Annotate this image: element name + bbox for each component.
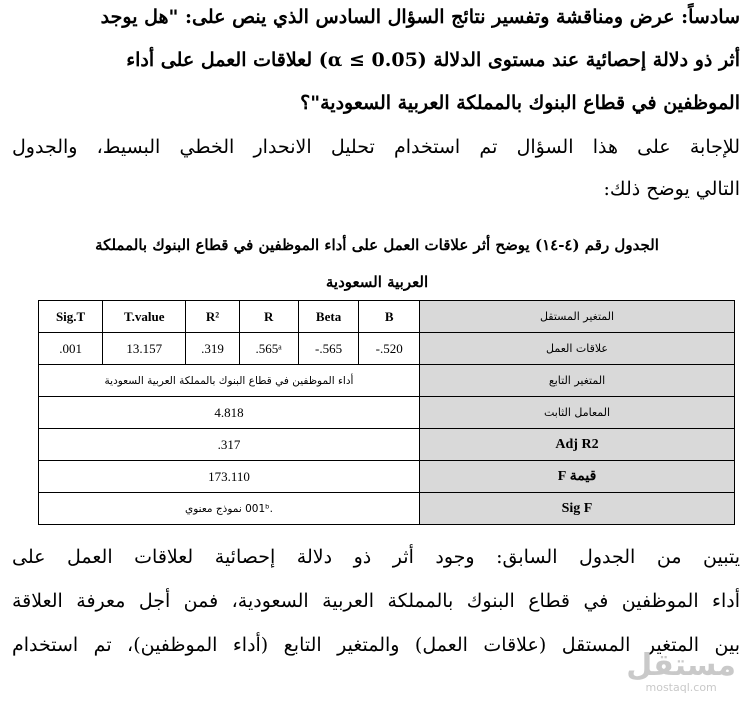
table-caption-line-1: الجدول رقم (٤-١٤) يوضح أثر علاقات العمل على أداء الموظفين في قطاع البنوك بالمملكة <box>95 236 659 254</box>
row-label-work-relations: علاقات العمل <box>420 333 735 365</box>
value-r-squared: .319 <box>186 333 239 365</box>
constant-value: 4.818 <box>39 397 420 429</box>
question-line-3: الموظفين في قطاع البنوك بالمملكة العربية السعودية"؟ <box>300 92 740 114</box>
table-row <box>39 397 735 429</box>
header-r-squared: R² <box>186 301 239 333</box>
value-beta: -.565 <box>298 333 359 365</box>
table-row <box>39 493 735 525</box>
intro-line-2: التالي يوضح ذلك: <box>603 178 740 200</box>
dependent-variable-value: أداء الموظفين في قطاع البنوك بالمملكة العربية السعودية <box>39 365 420 397</box>
question-line-1: سادساً: عرض ومناقشة وتفسير نتائج السؤال السادس الذي ينص على: "هل يوجد <box>100 6 740 28</box>
value-sig-t: .001 <box>39 333 103 365</box>
table-row <box>39 365 735 397</box>
table-row <box>39 461 735 493</box>
table-row <box>39 333 735 365</box>
conclusion-line-3: بين المتغير المستقل (علاقات العمل) والمتغير التابع (أداء الموظفين)، تم استخدام <box>12 634 740 656</box>
constant-label: المعامل الثابت <box>420 397 735 429</box>
conclusion-line-2: أداء الموظفين في قطاع البنوك بالمملكة العربية السعودية، فمن أجل معرفة العلاقة <box>12 590 740 612</box>
f-label: قيمة F <box>420 461 735 493</box>
dependent-variable-label: المتغير التابع <box>420 365 735 397</box>
value-r: .565ᵃ <box>239 333 298 365</box>
watermark-arabic: مستقل <box>626 648 736 683</box>
watermark-url: mostaql.com <box>645 681 717 694</box>
header-sig-t: Sig.T <box>39 301 103 333</box>
header-t-value: T.value <box>103 301 186 333</box>
header-beta: Beta <box>298 301 359 333</box>
adj-r2-label: Adj R2 <box>420 429 735 461</box>
table-row <box>39 429 735 461</box>
adj-r2-value: .317 <box>39 429 420 461</box>
independent-variable-label: المتغير المستقل <box>420 301 735 333</box>
mostaql-watermark <box>626 648 736 694</box>
header-r: R <box>239 301 298 333</box>
sig-f-value: .001ᵇ نموذج معنوي <box>39 493 420 525</box>
conclusion-line-1: يتبين من الجدول السابق: وجود أثر ذو دلالة إحصائية لعلاقات العمل على <box>12 546 740 568</box>
table-caption-line-2: العربية السعودية <box>325 273 429 291</box>
question-line-2: أثر ذو دلالة إحصائية عند مستوى الدلالة (α ≤ 0.05) لعلاقات العمل على أداء <box>126 49 740 71</box>
header-b: B <box>359 301 420 333</box>
sig-f-label: Sig F <box>420 493 735 525</box>
value-t-value: 13.157 <box>103 333 186 365</box>
f-value: 173.110 <box>39 461 420 493</box>
intro-line-1: للإجابة على هذا السؤال تم استخدام تحليل الانحدار الخطي البسيط، والجدول <box>12 136 740 158</box>
value-b: -.520 <box>359 333 420 365</box>
table-header-row <box>39 301 735 333</box>
regression-table <box>38 300 735 525</box>
